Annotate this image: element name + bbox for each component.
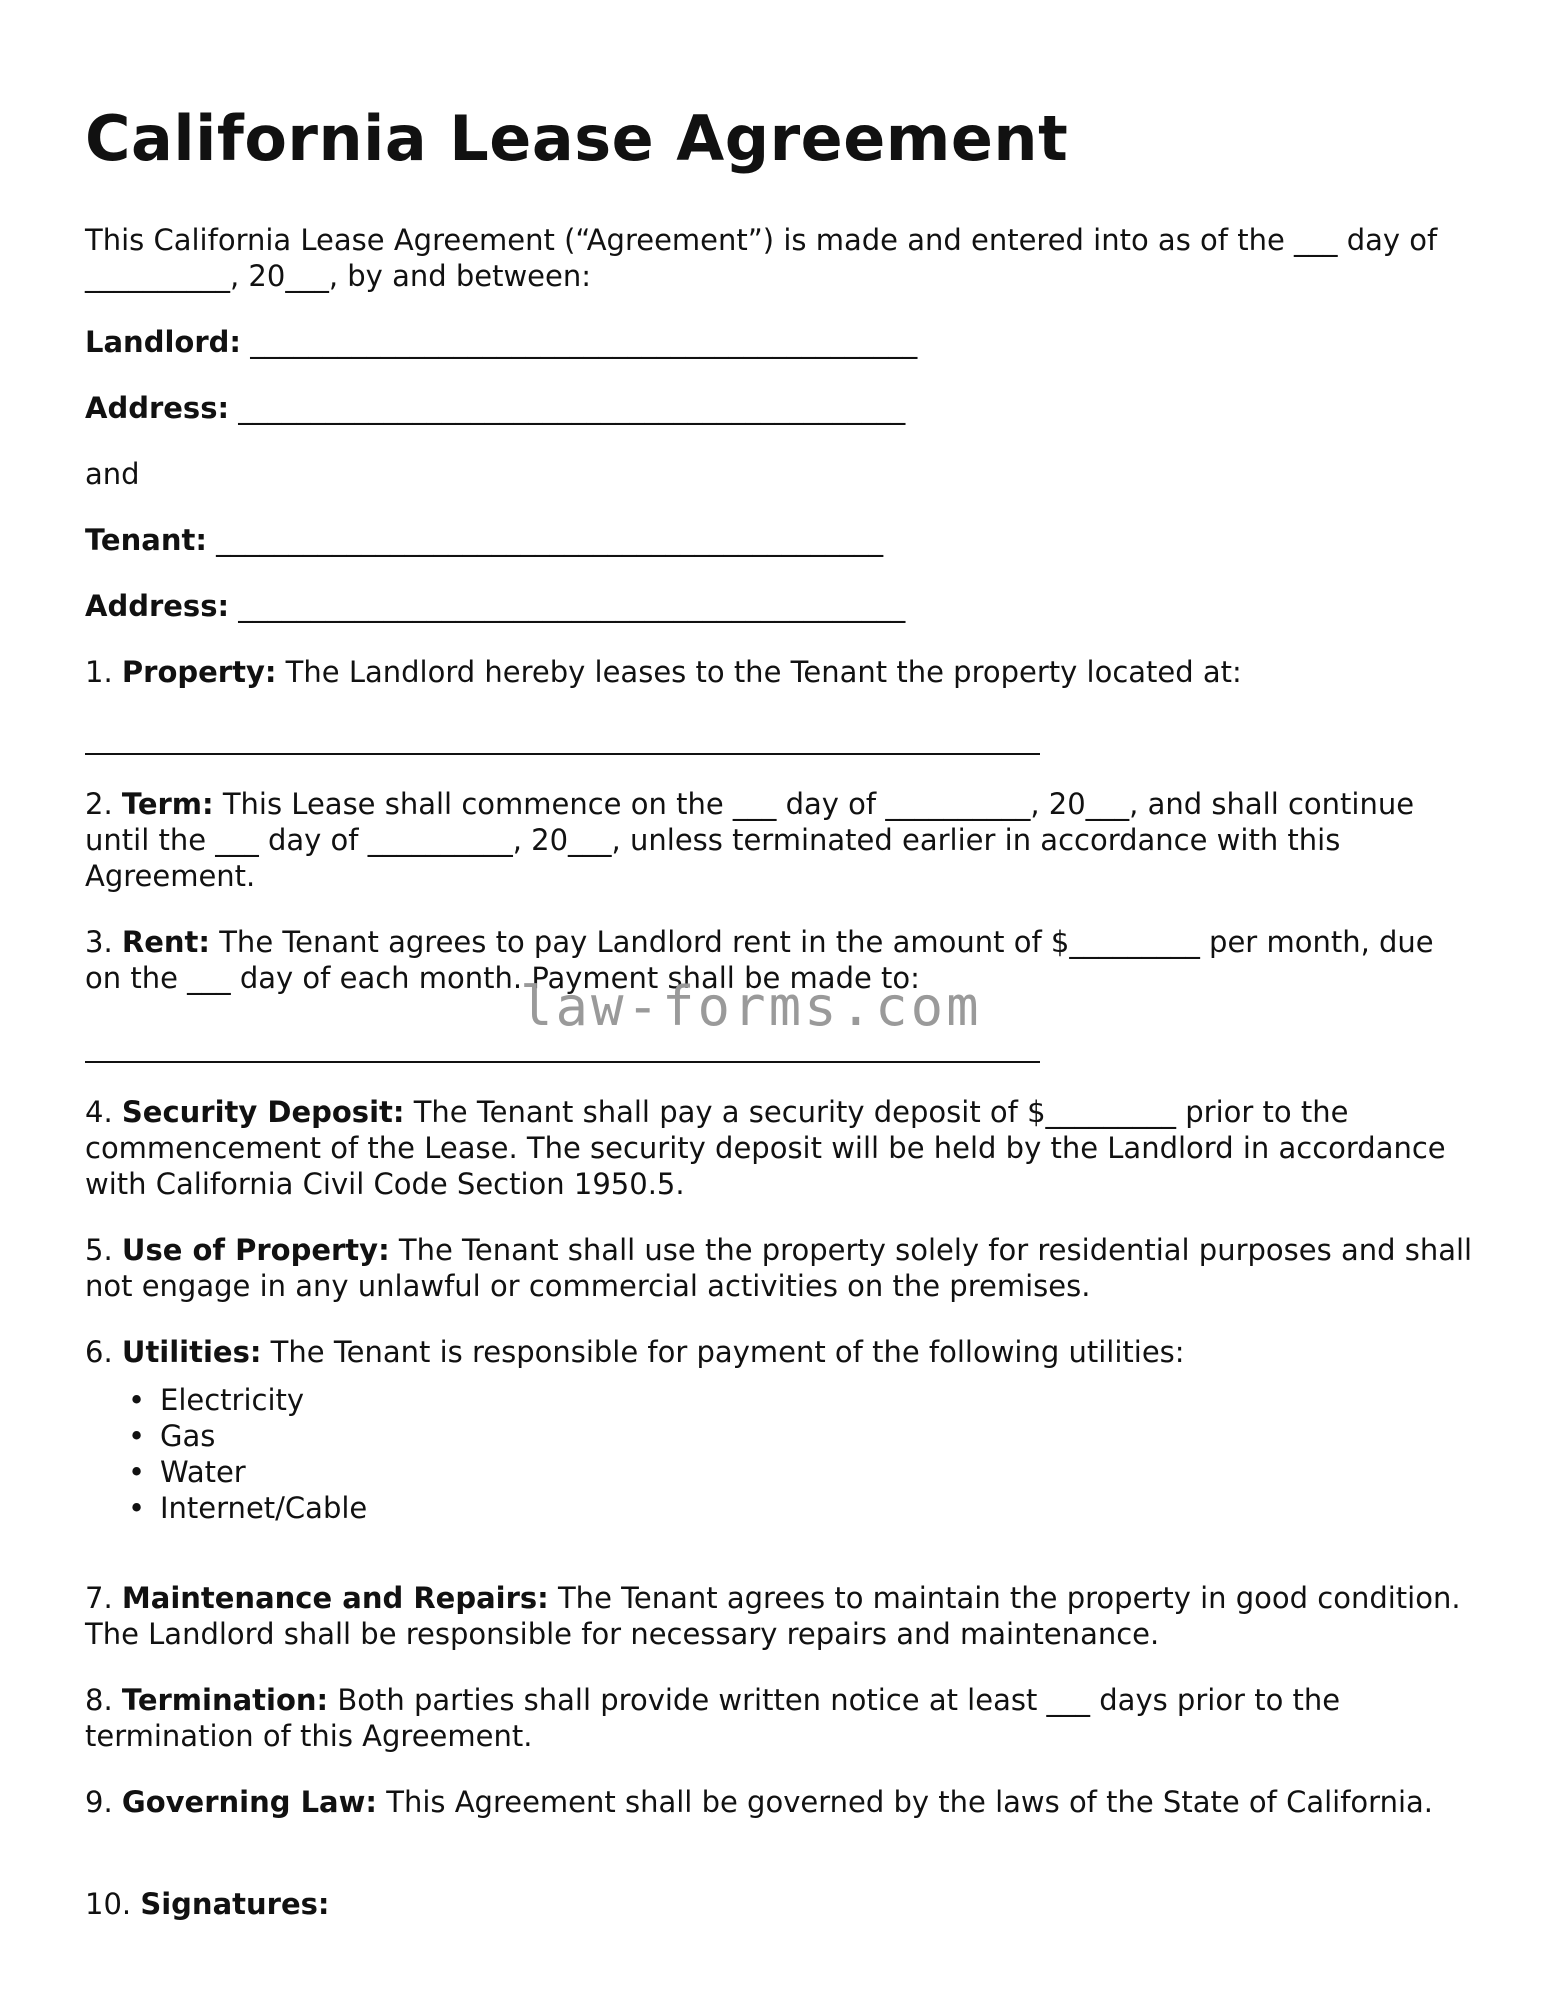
section-term: [85, 786, 1475, 894]
section-heading: Utilities:: [121, 1335, 262, 1369]
list-item: • Gas: [128, 1419, 216, 1453]
and-text: and: [85, 457, 140, 491]
section-text: The Tenant is responsible for payment of the following utilities:: [261, 1335, 1185, 1369]
section-use-of-property: [85, 1232, 1475, 1304]
bullet-icon: •: [128, 1383, 146, 1417]
bullet-icon: •: [128, 1491, 146, 1525]
section-signatures: [85, 1886, 1475, 1922]
section-utilities: [85, 1334, 1475, 1370]
tenant-line: [85, 522, 1475, 558]
section-text: The Tenant agrees to maintain the property in good condition. The Landlord shall be responsible for necessary repairs and maintenance.: [85, 1581, 1461, 1651]
section-text: Both parties shall provide written notice at least ___ days prior to the termination of this Agreement.: [85, 1683, 1341, 1753]
tenant-blank: ______________________________________________: [216, 523, 884, 557]
section-heading: Security Deposit:: [121, 1095, 405, 1129]
landlord-line: [85, 324, 1475, 360]
section-number: 1.: [85, 655, 113, 689]
landlord-address-label: Address:: [85, 391, 230, 425]
property-address-line: [85, 753, 1040, 755]
section-property: [85, 654, 1475, 690]
section-number: 5.: [85, 1233, 113, 1267]
section-security-deposit: [85, 1094, 1475, 1202]
section-text: This Agreement shall be governed by the laws of the State of California.: [377, 1785, 1433, 1819]
section-number: 9.: [85, 1785, 113, 1819]
section-heading: Property:: [121, 655, 277, 689]
section-text: The Tenant shall pay a security deposit of $_________ prior to the commencement of the Lease. The security deposit will be held by the Landlord in accordance with California Civil Code Section 1950.5.: [85, 1095, 1446, 1201]
bullet-icon: •: [128, 1455, 146, 1489]
list-item: • Water: [128, 1455, 246, 1489]
section-heading: Term:: [121, 787, 214, 821]
section-heading: Use of Property:: [121, 1233, 390, 1267]
tenant-address-label: Address:: [85, 589, 230, 623]
section-heading: Maintenance and Repairs:: [121, 1581, 549, 1615]
watermark-text: law-forms.com: [520, 975, 982, 1038]
intro-paragraph: This California Lease Agreement (“Agreement”) is made and entered into as of the ___ day of __________, 20___, by and between:: [85, 223, 1438, 293]
list-item: • Electricity: [128, 1383, 305, 1417]
section-heading: Governing Law:: [121, 1785, 378, 1819]
landlord-blank: ______________________________________________: [250, 325, 918, 359]
tenant-label: Tenant:: [85, 523, 207, 557]
section-governing-law: [85, 1784, 1475, 1820]
section-text: The Landlord hereby leases to the Tenant the property located at:: [276, 655, 1242, 689]
section-text: The Tenant agrees to pay Landlord rent in the amount of $_________ per month, due on the ___ day of each month. Payment shall be made to:: [85, 925, 1434, 995]
section-heading: Rent:: [121, 925, 210, 959]
section-number: 10.: [85, 1887, 132, 1921]
landlord-address-blank: ______________________________________________: [238, 391, 906, 425]
section-number: 7.: [85, 1581, 113, 1615]
tenant-address-line: [85, 588, 1475, 624]
section-text: The Tenant shall use the property solely for residential purposes and shall not engage in any unlawful or commercial activities on the premises.: [85, 1233, 1473, 1303]
section-number: 2.: [85, 787, 113, 821]
bullet-icon: •: [128, 1419, 146, 1453]
list-item: • Internet/Cable: [128, 1491, 368, 1525]
section-number: 3.: [85, 925, 113, 959]
tenant-address-blank: ______________________________________________: [238, 589, 906, 623]
section-heading: Signatures:: [140, 1887, 330, 1921]
document-title: California Lease Agreement: [85, 102, 1069, 175]
utilities-list: [85, 1382, 367, 1526]
section-heading: Termination:: [121, 1683, 329, 1717]
landlord-label: Landlord:: [85, 325, 241, 359]
payment-recipient-line: [85, 1061, 1040, 1063]
section-number: 8.: [85, 1683, 113, 1717]
section-number: 6.: [85, 1335, 113, 1369]
section-termination: [85, 1682, 1475, 1754]
landlord-address-line: [85, 390, 1475, 426]
section-maintenance: [85, 1580, 1475, 1652]
section-text: This Lease shall commence on the ___ day of __________, 20___, and shall continue until the ___ day of __________, 20___, unless terminated earlier in accordance with this Agreement.: [85, 787, 1415, 893]
section-number: 4.: [85, 1095, 113, 1129]
